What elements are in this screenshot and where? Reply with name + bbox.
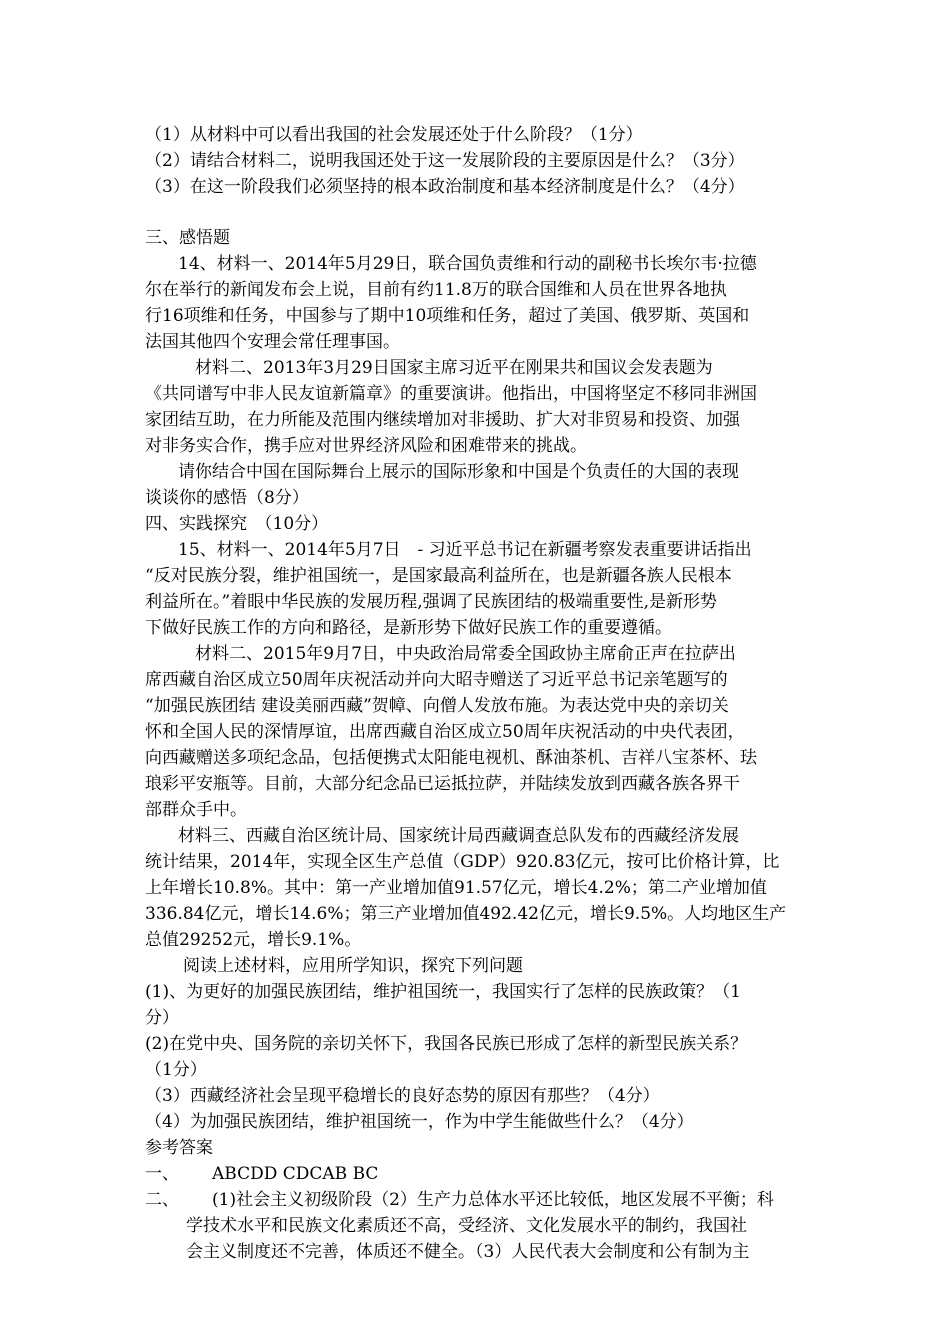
q15-material1-line: 下做好民族工作的方向和路径，是新形势下做好民族工作的重要遵循。 xyxy=(145,618,672,638)
answer-1-number: 一、 xyxy=(145,1164,179,1184)
q15-material2-line: 琅彩平安瓶等。目前，大部分纪念品已运抵拉萨，并陆续发放到西藏各族各界干 xyxy=(145,774,740,794)
question-2-prev: （2）请结合材料二，说明我国还处于这一发展阶段的主要原因是什么？（3分） xyxy=(145,151,745,171)
answers-title: 参考答案 xyxy=(145,1138,213,1158)
q15-material3-line: 上年增长10.8%。其中：第一产业增加值91.57亿元，增长4.2%；第二产业增加值 xyxy=(145,878,767,898)
q15-material2-line: “加强民族团结 建设美丽西藏”贺幛、向僧人发放布施。为表达党中央的亲切关 xyxy=(145,696,729,716)
question-3-prev: （3）在这一阶段我们必须坚持的根本政治制度和基本经济制度是什么？（4分） xyxy=(145,177,745,197)
q15-material1-line: 利益所在。”着眼中华民族的发展历程,强调了民族团结的极端重要性,是新形势 xyxy=(145,592,717,612)
answer-1-text: ABCDD CDCAB BC xyxy=(212,1164,379,1184)
q15-subquestion-line: （3）西藏经济社会呈现平稳增长的良好态势的原因有那些？（4分） xyxy=(145,1086,660,1106)
section-3-title: 三、感悟题 xyxy=(145,228,230,248)
q15-material3-line: 336.84亿元，增长14.6%；第三产业增加值492.42亿元，增长9.5%。人均地区生产 xyxy=(145,904,787,924)
q14-material1-line: 14、材料一、2014年5月29日，联合国负责维和行动的副秘书长埃尔韦·拉德 xyxy=(178,254,757,274)
q15-material2-line: 部群众手中。 xyxy=(145,800,247,820)
q14-material2-line: 《共同谱写中非人民友谊新篇章》的重要演讲。他指出，中国将坚定不移同非洲国 xyxy=(145,384,757,404)
answer-2-line: 学技术水平和民族文化素质还不高，受经济、文化发展水平的制约，我国社 xyxy=(186,1216,747,1236)
q15-material2-line: 材料二、2015年9月7日，中央政治局常委全国政协主席俞正声在拉萨出 xyxy=(195,644,736,664)
q15-subquestion-line: （4）为加强民族团结，维护祖国统一，作为中学生能做些什么？（4分） xyxy=(145,1112,694,1132)
q15-subquestion-line: (2)在党中央、国务院的亲切关怀下，我国各民族已形成了怎样的新型民族关系？ xyxy=(145,1034,748,1054)
answer-2-line: 会主义制度还不完善，体质还不健全。（3）人民代表大会制度和公有制为主 xyxy=(186,1242,750,1262)
q15-material1-line: “反对民族分裂，维护祖国统一，是国家最高利益所在，也是新疆各族人民根本 xyxy=(145,566,732,586)
answer-2-number: 二、 xyxy=(145,1190,179,1210)
q14-material2-line: 材料二、2013年3月29日国家主席习近平在刚果共和国议会发表题为 xyxy=(195,358,713,378)
q14-material2-line: 对非务实合作，携手应对世界经济风险和困难带来的挑战。 xyxy=(145,436,587,456)
q15-material2-line: 怀和全国人民的深情厚谊，出席西藏自治区成立50周年庆祝活动的中央代表团， xyxy=(145,722,745,742)
q14-material2-line: 家团结互助，在力所能及范围内继续增加对非援助、扩大对非贸易和投资、加强 xyxy=(145,410,740,430)
q15-subquestion-line: (1)、为更好的加强民族团结，维护祖国统一，我国实行了怎样的民族政策？（1 xyxy=(145,982,741,1002)
question-1-prev: （1）从材料中可以看出我国的社会发展还处于什么阶段？（1分） xyxy=(145,125,643,145)
q15-material3-line: 总值29252元，增长9.1%。 xyxy=(145,930,362,950)
q14-prompt-line: 谈谈你的感悟（8分） xyxy=(145,488,309,508)
q15-material3-line: 材料三、西藏自治区统计局、国家统计局西藏调查总队发布的西藏经济发展 xyxy=(178,826,739,846)
q14-prompt-line: 请你结合中国在国际舞台上展示的国际形象和中国是个负责任的大国的表现 xyxy=(178,462,739,482)
q14-material1-line: 行16项维和任务，中国参与了期中10项维和任务，超过了美国、俄罗斯、英国和 xyxy=(145,306,750,326)
q15-subquestion-line: 分） xyxy=(145,1008,179,1028)
section-4-title: 四、实践探究 （10分） xyxy=(145,514,329,534)
q15-read-instruction: 阅读上述材料，应用所学知识，探究下列问题 xyxy=(183,956,523,976)
q15-material1-line: 15、材料一、2014年5月7日 - 习近平总书记在新疆考察发表重要讲话指出 xyxy=(178,540,752,560)
q14-material1-line: 法国其他四个安理会常任理事国。 xyxy=(145,332,400,352)
q15-material2-line: 向西藏赠送多项纪念品，包括便携式太阳能电视机、酥油茶机、吉祥八宝茶杯、珐 xyxy=(145,748,757,768)
q15-material3-line: 统计结果，2014年，实现全区生产总值（GDP）920.83亿元，按可比价格计算，比 xyxy=(145,852,780,872)
answer-2-line: (1)社会主义初级阶段（2）生产力总体水平还比较低，地区发展不平衡；科 xyxy=(212,1190,774,1210)
q15-subquestion-line: （1分） xyxy=(145,1060,207,1080)
q15-material2-line: 席西藏自治区成立50周年庆祝活动并向大昭寺赠送了习近平总书记亲笔题写的 xyxy=(145,670,728,690)
q14-material1-line: 尔在举行的新闻发布会上说，目前有约11.8万的联合国维和人员在世界各地执 xyxy=(145,280,727,300)
